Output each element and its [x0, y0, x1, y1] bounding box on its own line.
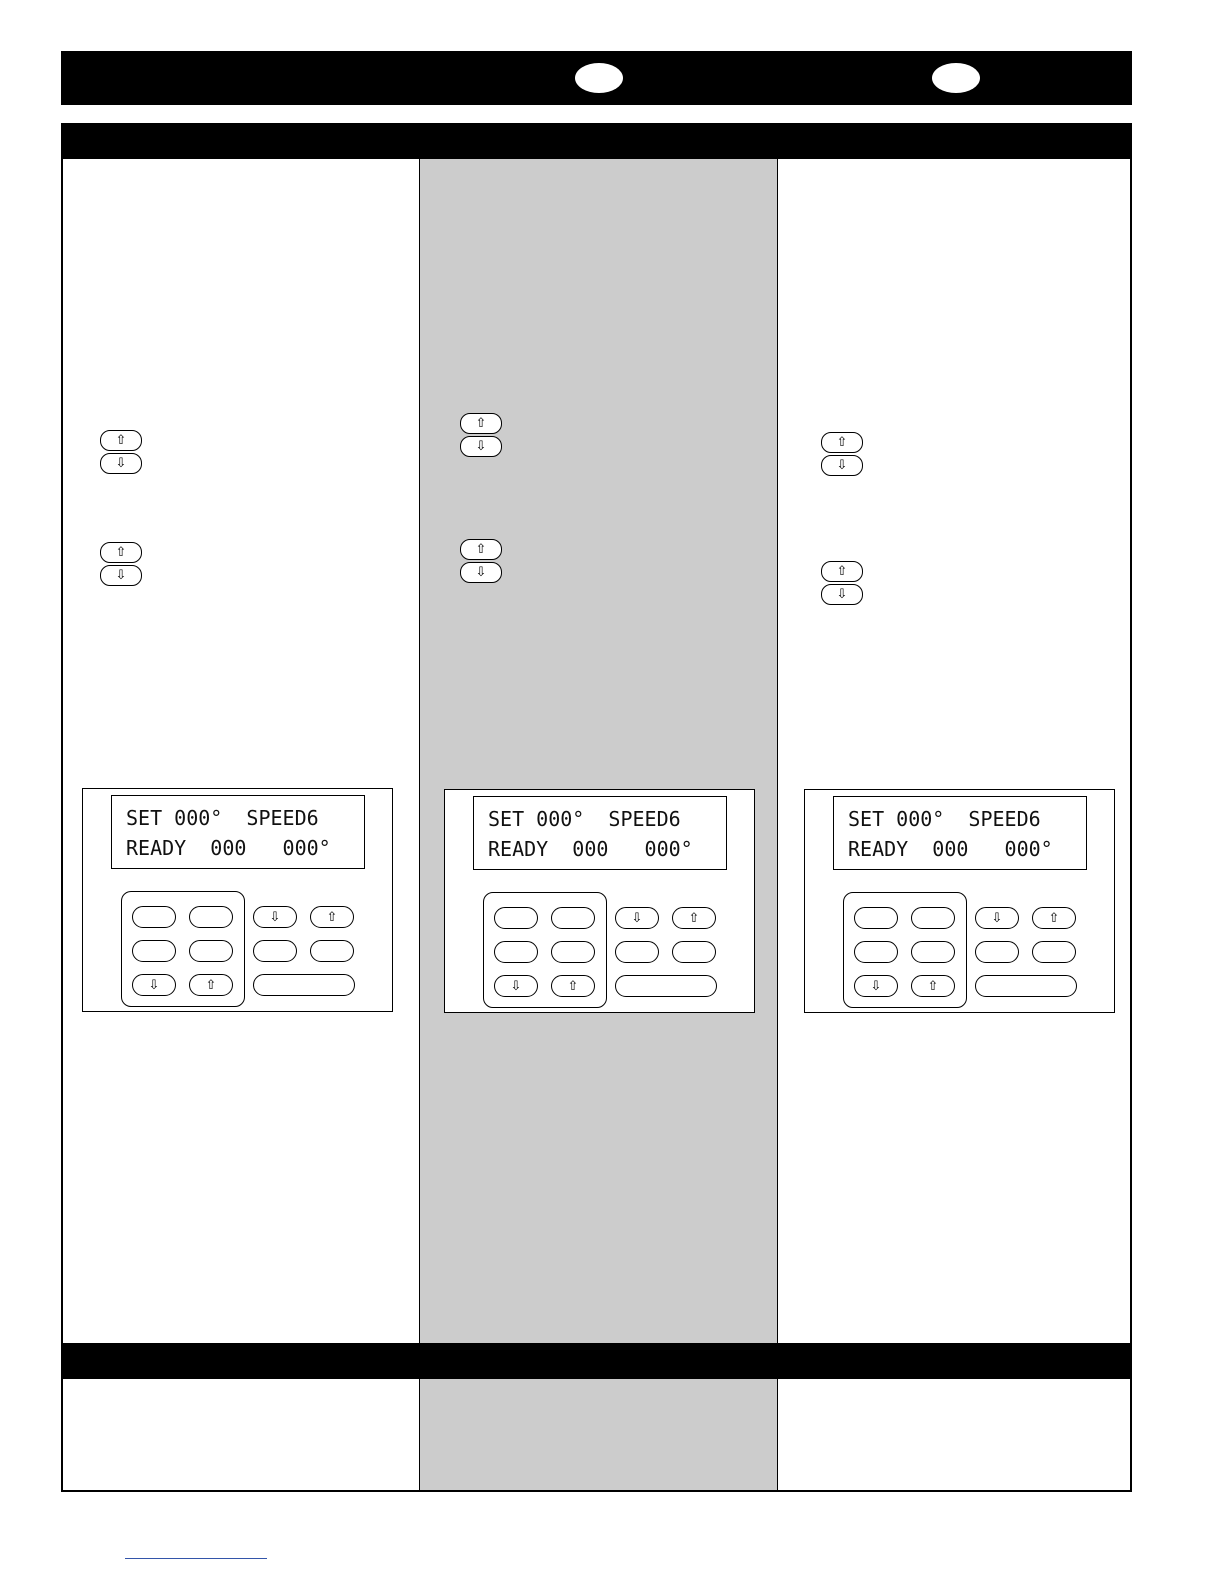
down-arrow-icon[interactable]: ⇩	[821, 455, 863, 476]
down-arrow-icon[interactable]: ⇩	[615, 907, 659, 929]
lcd-line-2: READY 000 000°	[488, 837, 693, 861]
down-arrow-icon[interactable]: ⇩	[975, 907, 1019, 929]
panel-button[interactable]	[189, 940, 233, 962]
up-arrow-icon[interactable]: ⇧	[189, 974, 233, 996]
panel-button[interactable]	[551, 941, 595, 963]
panel-button[interactable]	[189, 906, 233, 928]
column-divider-bottom-2	[777, 1379, 778, 1490]
down-arrow-icon[interactable]: ⇩	[100, 565, 142, 586]
panel-button[interactable]	[494, 907, 538, 929]
up-arrow-icon[interactable]: ⇧	[1032, 907, 1076, 929]
language-oval-2	[932, 63, 980, 93]
down-arrow-icon[interactable]: ⇩	[821, 584, 863, 605]
up-arrow-icon[interactable]: ⇧	[460, 539, 502, 560]
panel-button[interactable]	[132, 906, 176, 928]
panel-button[interactable]	[132, 940, 176, 962]
down-arrow-icon[interactable]: ⇩	[253, 906, 297, 928]
control-panel	[82, 788, 393, 1012]
down-arrow-icon[interactable]: ⇩	[100, 453, 142, 474]
key-pair	[821, 561, 863, 607]
lcd-line-1: SET 000° SPEED6	[488, 807, 681, 831]
down-arrow-icon[interactable]: ⇩	[854, 975, 898, 997]
lcd-line-1: SET 000° SPEED6	[848, 807, 1041, 831]
key-pair	[100, 430, 142, 476]
up-arrow-icon[interactable]: ⇧	[310, 906, 354, 928]
panel-button[interactable]	[975, 941, 1019, 963]
panel-button[interactable]	[615, 941, 659, 963]
down-arrow-icon[interactable]: ⇩	[460, 562, 502, 583]
panel-button[interactable]	[1032, 941, 1076, 963]
key-pair	[460, 539, 502, 585]
panel-wide-button[interactable]	[615, 975, 717, 997]
control-panel	[804, 789, 1115, 1013]
down-arrow-icon[interactable]: ⇩	[460, 436, 502, 457]
panel-wide-button[interactable]	[975, 975, 1077, 997]
down-arrow-icon[interactable]: ⇩	[132, 974, 176, 996]
up-arrow-icon[interactable]: ⇧	[100, 542, 142, 563]
main-frame	[61, 157, 1132, 1345]
up-arrow-icon[interactable]: ⇧	[821, 432, 863, 453]
key-pair	[100, 542, 142, 588]
column-divider-2	[777, 159, 778, 1343]
section-header-bar	[61, 123, 1132, 159]
down-arrow-icon[interactable]: ⇩	[494, 975, 538, 997]
up-arrow-icon[interactable]: ⇧	[911, 975, 955, 997]
panel-button[interactable]	[672, 941, 716, 963]
control-panel	[444, 789, 755, 1013]
panel-wide-button[interactable]	[253, 974, 355, 996]
panel-button[interactable]	[494, 941, 538, 963]
panel-button[interactable]	[854, 941, 898, 963]
panel-button[interactable]	[551, 907, 595, 929]
panel-button[interactable]	[253, 940, 297, 962]
lcd-display	[833, 796, 1087, 870]
column-divider-bottom-1	[419, 1379, 420, 1490]
lcd-line-2: READY 000 000°	[126, 836, 331, 860]
bottom-frame	[61, 1377, 1132, 1492]
up-arrow-icon[interactable]: ⇧	[821, 561, 863, 582]
column-divider-1	[419, 159, 420, 1343]
footer-underline	[125, 1558, 267, 1559]
panel-button[interactable]	[911, 941, 955, 963]
up-arrow-icon[interactable]: ⇧	[100, 430, 142, 451]
up-arrow-icon[interactable]: ⇧	[672, 907, 716, 929]
panel-button[interactable]	[854, 907, 898, 929]
lcd-line-1: SET 000° SPEED6	[126, 806, 319, 830]
language-oval-1	[575, 63, 623, 93]
panel-button[interactable]	[911, 907, 955, 929]
up-arrow-icon[interactable]: ⇧	[551, 975, 595, 997]
panel-button[interactable]	[310, 940, 354, 962]
up-arrow-icon[interactable]: ⇧	[460, 413, 502, 434]
key-pair	[460, 413, 502, 459]
lcd-display	[473, 796, 727, 870]
header-bar	[61, 51, 1132, 105]
key-pair	[821, 432, 863, 478]
lcd-line-2: READY 000 000°	[848, 837, 1053, 861]
lcd-display	[111, 795, 365, 869]
section-footer-bar	[61, 1343, 1132, 1379]
